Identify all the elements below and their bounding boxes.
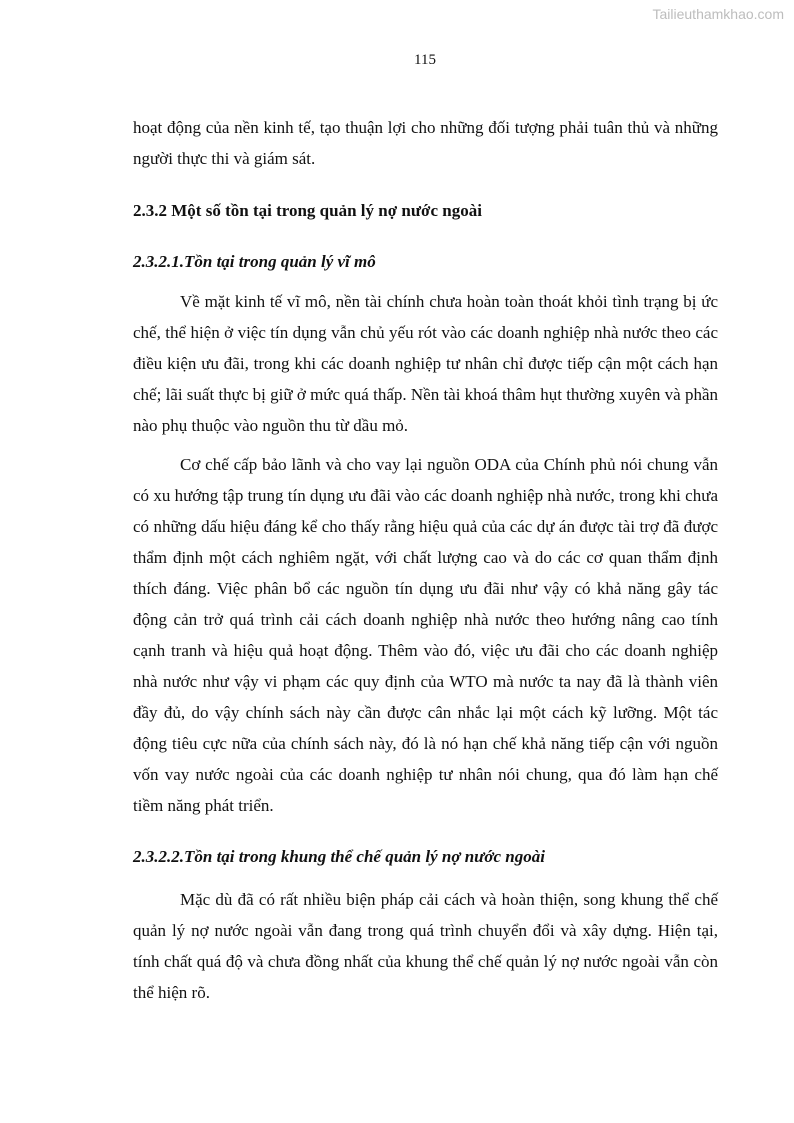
paragraph-3: Mặc dù đã có rất nhiều biện pháp cải cách và hoàn thiện, song khung thể chế quản lý nợ nước ngoài vẫn đang trong quá trình chuyển đổi và xây dựng. Hiện tại, tính chất quá độ và chưa đồng nhất của khung thể chế quản lý nợ nước ngoài vẫn còn thể hiện rõ. <box>133 890 718 1002</box>
subsection-heading-2: 2.3.2.2.Tồn tại trong khung thể chế quản lý nợ nước ngoài <box>133 847 545 866</box>
paragraph-1: Về mặt kinh tế vĩ mô, nền tài chính chưa hoàn toàn thoát khỏi tình trạng bị ức chế, thể hiện ở việc tín dụng vẫn chủ yếu rót vào các doanh nghiệp nhà nước theo các điều kiện ưu đãi, trong khi các doanh nghiệp tư nhân chỉ được tiếp cận một cách hạn chế; lãi suất thực bị giữ ở mức quá thấp. Nền tài khoá thâm hụt thường xuyên và phần nào phụ thuộc vào nguồn thu từ dầu mỏ. <box>133 292 719 435</box>
document-body <box>133 112 718 1008</box>
page-number: 115 <box>414 52 436 68</box>
watermark: Tailieuthamkhao.com <box>652 6 784 22</box>
paragraph-intro: hoạt động của nền kinh tế, tạo thuận lợi cho những đối tượng phải tuân thủ và những người thực thi và giám sát. <box>133 118 718 168</box>
section-heading: 2.3.2 Một số tồn tại trong quản lý nợ nước ngoài <box>133 201 482 220</box>
subsection-heading-1: 2.3.2.1.Tồn tại trong quản lý vĩ mô <box>133 252 376 271</box>
paragraph-2: Cơ chế cấp bảo lãnh và cho vay lại nguồn ODA của Chính phủ nói chung vẫn có xu hướng tập trung tín dụng ưu đãi vào các doanh nghiệp nhà nước, trong khi chưa có những dấu hiệu đáng kể cho thấy rằng hiệu quả của các dự án được tài trợ đã được thẩm định một cách nghiêm ngặt, với chất lượng cao và do các cơ quan thẩm định thích đáng. Việc phân bổ các nguồn tín dụng ưu đãi như vậy có khả năng gây tác động cản trở quá trình cải cách doanh nghiệp nhà nước theo hướng nâng cao tính cạnh tranh và hiệu quả hoạt động. Thêm vào đó, việc ưu đãi cho các doanh nghiệp nhà nước như vậy vi phạm các quy định của WTO mà nước ta nay đã là thành viên đầy đủ, do vậy chính sách này cần được cân nhắc lại một cách kỹ lưỡng. Một tác động tiêu cực nữa của chính sách này, đó là nó hạn chế khả năng tiếp cận với nguồn vốn vay nước ngoài của các doanh nghiệp tư nhân nói chung, qua đó làm hạn chế tiềm năng phát triển. <box>133 455 718 815</box>
